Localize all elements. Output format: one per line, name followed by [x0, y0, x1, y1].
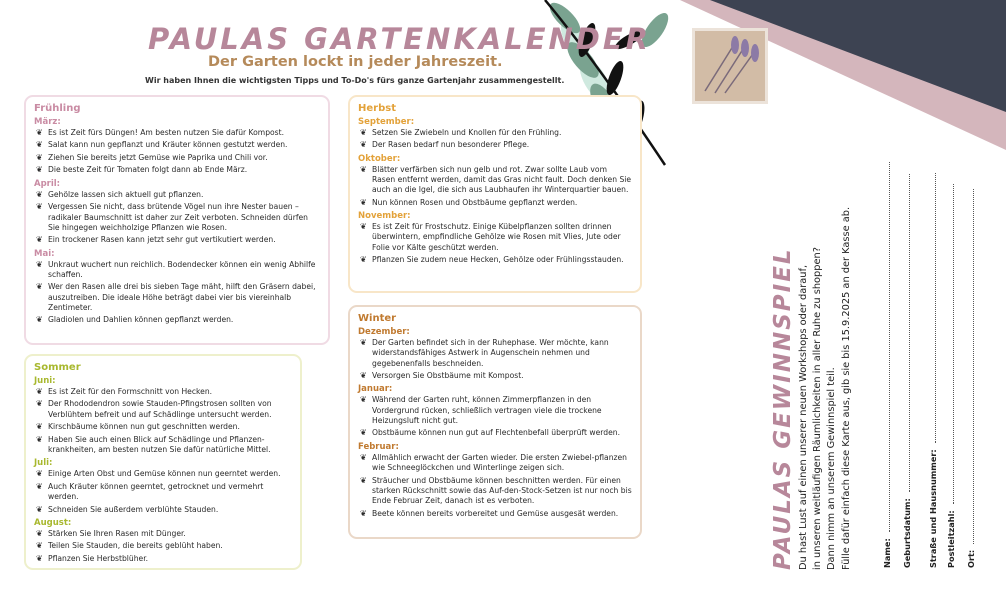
tip-list [358, 222, 632, 265]
tip-item [358, 338, 632, 369]
month-heading: Oktober: [358, 153, 401, 164]
tip-text: Beete können bereits vorbereitet und Gemüse ausgesät werden. [372, 508, 619, 518]
tip-item [34, 529, 292, 539]
tip-text: Blätter verfärben sich nun gelb und rot. Zwar sollte Laub vom Rasen entfernt werden, damit das Gras nicht fault. Doch denken Sie auch an die Igel, die sich aus Laubhaufen ihr Winterquartier bauen. [372, 164, 632, 195]
tip-list [34, 128, 320, 176]
leaf-bullet-icon: ❦ [36, 202, 43, 212]
tip-text: Gehölze lassen sich aktuell gut pflanzen. [48, 189, 204, 199]
leaf-bullet-icon: ❦ [36, 128, 43, 137]
tip-item [34, 260, 320, 281]
leaf-bullet-icon: ❦ [36, 387, 43, 396]
month-heading: März: [34, 117, 61, 127]
tip-text: Pflanzen Sie Herbstblüher. [48, 553, 149, 563]
gewinnspiel-line: Fülle dafür einfach diese Karte aus, gib sie bis 15.9.2025 an der Kasse ab. [840, 206, 852, 570]
tip-item [34, 482, 292, 503]
leaf-bullet-icon: ❦ [36, 399, 43, 409]
tip-item [34, 153, 320, 163]
month-heading: April: [34, 178, 61, 189]
tip-text: Es ist Zeit für den Formschnitt von Hecken. [48, 387, 213, 396]
tip-item [358, 453, 632, 474]
intro-text: Wir haben Ihnen die wichtigsten Tipps und To-Do's fürs ganze Gartenjahr zusammengestellt. [145, 76, 565, 85]
tip-text: Pflanzen Sie zudem neue Hecken, Gehölze oder Frühlingsstauden. [372, 255, 624, 265]
tip-item [34, 235, 320, 245]
tip-list [34, 469, 292, 515]
leaf-bullet-icon: ❦ [360, 508, 367, 518]
tip-item [358, 165, 632, 196]
page-title: PAULAS GARTENKALENDER [148, 22, 652, 56]
tip-item [358, 255, 632, 265]
leaf-bullet-icon: ❦ [360, 338, 367, 347]
tip-text: Nun können Rosen und Obstbäume gepflanzt werden. [372, 197, 578, 207]
leaf-bullet-icon: ❦ [36, 553, 43, 563]
tip-text: Kirschbäume können nun gut geschnitten werden. [48, 422, 240, 432]
gewinnspiel-line: Du hast Lust auf einen unserer neuen Workshops oder darauf, [798, 264, 809, 570]
month-heading: August: [34, 517, 72, 528]
tip-text: Versorgen Sie Obstbäume mit Kompost. [372, 371, 524, 381]
month-heading: Mai: [34, 248, 55, 259]
leaf-bullet-icon: ❦ [360, 222, 367, 232]
tip-item [34, 190, 320, 200]
tip-text: Während der Garten ruht, können Zimmerpflanzen in den Vordergrund rücken, schließlich vertragen viele die trockene Heizungsluft nicht gut. [372, 395, 602, 425]
leaf-bullet-icon: ❦ [360, 371, 367, 381]
leaf-bullet-icon: ❦ [36, 165, 43, 175]
tip-item [34, 202, 320, 233]
tip-text: Der Garten befindet sich in der Ruhephase. Wer möchte, kann widerstandsfähiges Astwerk in Augenschein nehmen und gegebenenfalls beschneiden. [372, 338, 609, 368]
leaf-bullet-icon: ❦ [360, 395, 367, 405]
month-heading: Januar: [358, 384, 393, 395]
tip-item [358, 509, 632, 519]
leaf-bullet-icon: ❦ [36, 541, 43, 551]
tip-text: Es ist Zeit für Frostschutz. Einige Kübelpflanzen sollten drinnen überwintern, empfindliche Gehölze wie Rosen mit Vlies, Jute oder Folie vor Kälte geschützt werden. [372, 222, 621, 252]
tip-list [34, 387, 292, 455]
field-ort[interactable]: Ort: [966, 189, 976, 568]
leaf-bullet-icon: ❦ [36, 422, 43, 432]
season-box-herbst [348, 95, 642, 293]
tip-list [358, 395, 632, 438]
leaf-bullet-icon: ❦ [360, 128, 367, 137]
tip-text: Ein trockener Rasen kann jetzt sehr gut vertikutiert werden. [48, 235, 276, 245]
tip-list [358, 128, 632, 151]
page-subtitle: Der Garten lockt in jeder Jahreszeit. [208, 54, 503, 70]
tip-text: Salat kann nun gepflanzt und Kräuter können gestutzt werden. [48, 140, 288, 150]
season-heading: Frühling [34, 103, 81, 114]
season-heading: Winter [358, 313, 397, 324]
tip-text: Einige Arten Obst und Gemüse können nun geerntet werden. [48, 469, 281, 479]
month-heading: Juni: [34, 376, 56, 386]
lavender-stamp-icon [692, 28, 768, 104]
tip-list [358, 453, 632, 519]
tip-text: Sträucher und Obstbäume können beschnitten werden. Für einen starken Rückschnitt sowie das Auf-den-Stock-Setzen ist nur noch bis Ende Februar Zeit, danach ist es verboten. [372, 475, 632, 506]
tip-list [358, 338, 632, 381]
tip-text: Teilen Sie Stauden, die bereits geblüht haben. [48, 541, 223, 551]
tip-item [34, 422, 292, 432]
tip-item [358, 128, 632, 138]
season-heading: Sommer [34, 362, 81, 373]
month-heading: September: [358, 117, 415, 127]
month-heading: November: [358, 211, 411, 222]
gewinnspiel-text [797, 207, 854, 570]
tip-text: Der Rhododendron sowie Stauden-Pfingstrosen sollten von Verblühtem befreit und auf Schädlinge untersucht werden. [48, 399, 272, 419]
tip-item [34, 399, 292, 420]
tip-item [34, 282, 320, 313]
gewinnspiel-title: PAULAS GEWINNSPIEL [770, 247, 796, 570]
tip-item [34, 165, 320, 175]
tip-text: Setzen Sie Zwiebeln und Knollen für den Frühling. [372, 128, 562, 137]
tip-text: Vergessen Sie nicht, dass brütende Vögel nun ihre Nester bauen – radikaler Baumschnitt ist daher zur Zeit verboten. Schneiden dürfen Sie hingegen weichholzige Pflanzen wie Rosen. [48, 202, 308, 232]
month-heading: Juli: [34, 458, 53, 469]
leaf-bullet-icon: ❦ [36, 259, 43, 269]
season-box-winter [348, 305, 642, 539]
season-heading: Herbst [358, 103, 396, 114]
season-box-fruehling [24, 95, 330, 345]
tip-item [358, 140, 632, 150]
tip-item [34, 541, 292, 551]
leaf-bullet-icon: ❦ [36, 152, 43, 162]
tip-text: Gladiolen und Dahlien können gepflanzt werden. [48, 315, 234, 325]
leaf-bullet-icon: ❦ [36, 528, 43, 538]
tip-list [34, 260, 320, 326]
tip-item [34, 469, 292, 479]
tip-list [34, 529, 292, 564]
leaf-bullet-icon: ❦ [360, 255, 367, 265]
tip-item [34, 315, 320, 325]
tip-item [358, 198, 632, 208]
tip-text: Stärken Sie Ihren Rasen mit Dünger. [48, 528, 186, 538]
tip-text: Ziehen Sie bereits jetzt Gemüse wie Paprika und Chili vor. [48, 152, 268, 162]
month-heading: Dezember: [358, 327, 410, 337]
tip-text: Allmählich erwacht der Garten wieder. Die ersten Zwiebel-pflanzen wie Schneeglöckchen und Winterlinge zeigen sich. [372, 452, 627, 473]
season-box-sommer [24, 354, 302, 570]
leaf-bullet-icon: ❦ [36, 504, 43, 514]
leaf-bullet-icon: ❦ [36, 282, 43, 292]
tip-text: Es ist Zeit fürs Düngen! Am besten nutzen Sie dafür Kompost. [48, 128, 285, 137]
tip-item [34, 505, 292, 515]
tip-item [34, 387, 292, 397]
leaf-bullet-icon: ❦ [36, 315, 43, 325]
tip-item [358, 428, 632, 438]
tip-item [358, 395, 632, 426]
tip-text: Obstbäume können nun gut auf Flechtenbefall überprüft werden. [372, 428, 620, 438]
tip-text: Die beste Zeit für Tomaten folgt dann ab Ende März. [48, 165, 248, 175]
tip-item [358, 476, 632, 507]
field-geburtsdatum[interactable]: Geburtsdatum: [902, 174, 912, 568]
tip-text: Wer den Rasen alle drei bis sieben Tage mäht, hilft den Gräsern dabei, auszutreiben. Die ideale Höhe beträgt dabei vier bis viereinhalb Zentimeter. [48, 282, 316, 312]
tip-item [358, 371, 632, 381]
leaf-bullet-icon: ❦ [360, 428, 367, 438]
tip-text: Auch Kräuter können geerntet, getrocknet und vermehrt werden. [48, 481, 264, 502]
gewinnspiel-line: in unseren weitläufigen Räumlichkeiten in aller Ruhe zu shoppen? [812, 247, 824, 570]
tip-list [358, 165, 632, 208]
leaf-bullet-icon: ❦ [360, 475, 367, 485]
field-strasse[interactable]: Straße und Hausnummer: [928, 173, 938, 568]
field-postleitzahl[interactable]: Postleitzahl: [946, 184, 956, 568]
leaf-bullet-icon: ❦ [360, 164, 367, 174]
tip-item [34, 128, 320, 138]
leaf-bullet-icon: ❦ [36, 235, 43, 245]
tip-text: Schneiden Sie außerdem verblühte Stauden. [48, 504, 219, 514]
leaf-bullet-icon: ❦ [360, 140, 367, 150]
leaf-bullet-icon: ❦ [360, 452, 367, 462]
tip-item [34, 435, 292, 456]
gewinnspiel-line: Dann nimm an unserem Gewinnspiel teil. [826, 367, 838, 570]
field-name[interactable]: Name: [882, 162, 892, 568]
leaf-bullet-icon: ❦ [360, 197, 367, 207]
tip-item [34, 554, 292, 564]
tip-text: Der Rasen bedarf nun besonderer Pflege. [372, 140, 530, 150]
tip-item [358, 222, 632, 253]
leaf-bullet-icon: ❦ [36, 189, 43, 199]
tip-list [34, 190, 320, 246]
tip-text: Unkraut wuchert nun reichlich. Bodendecker können ein wenig Abhilfe schaffen. [48, 259, 316, 279]
leaf-bullet-icon: ❦ [36, 481, 43, 491]
leaf-bullet-icon: ❦ [36, 434, 43, 444]
leaf-bullet-icon: ❦ [36, 469, 43, 479]
month-heading: Februar: [358, 441, 399, 452]
tip-item [34, 140, 320, 150]
leaf-bullet-icon: ❦ [36, 140, 43, 150]
tip-text: Haben Sie auch einen Blick auf Schädlinge und Pflanzen-krankheiten, am besten nutzen Sie dafür natürliche Mittel. [48, 434, 271, 455]
